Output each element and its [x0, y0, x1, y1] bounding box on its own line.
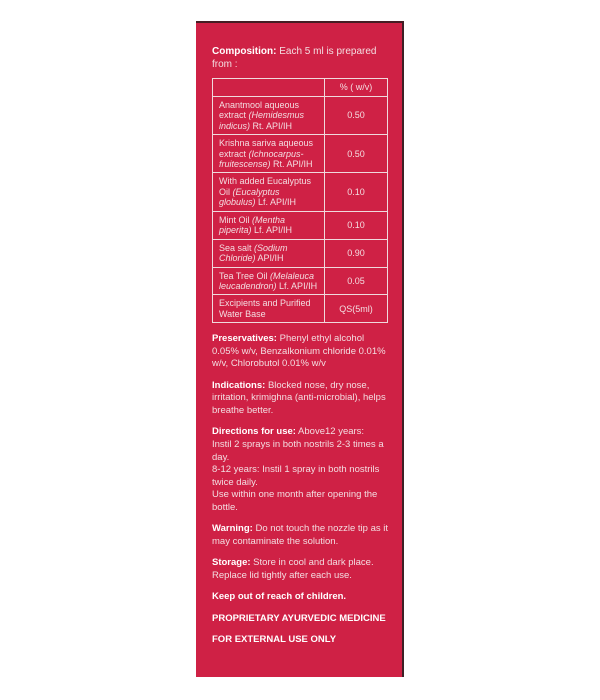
ingredient-header-cell — [213, 79, 325, 96]
composition-row — [213, 267, 388, 295]
ingredient-cell: Tea Tree Oil (Melaleuca leucadendron) Lf. API/IH — [213, 267, 325, 295]
composition-label: Composition: — [212, 46, 277, 57]
composition-row — [213, 135, 388, 173]
section-for-external-use-only: FOR EXTERNAL USE ONLY — [212, 634, 337, 646]
section-storage: Storage: Store in cool and dark place. Replace lid tightly after each use. — [212, 557, 374, 581]
section-directions-for-use: Directions for use: Above12 years: Instil 2 sprays in both nostrils 2-3 times a day. 8-12 years: Instil 1 spray in both nostrils twice daily. Use within one month after opening the bottle. — [212, 426, 384, 513]
composition-row — [213, 96, 388, 134]
percent-cell: 0.10 — [325, 211, 388, 239]
percent-cell: 0.90 — [325, 239, 388, 267]
section-keep-out-of-reach: Keep out of reach of children. — [212, 591, 347, 603]
section-preservatives: Preservatives: Phenyl ethyl alcohol 0.05% w/v, Benzalkonium chloride 0.01% w/v, Chlorobutol 0.01% w/v — [212, 333, 386, 370]
ingredient-cell: Sea salt (Sodium Chloride) API/IH — [213, 239, 325, 267]
ingredient-cell: With added Eucalyptus Oil (Eucalyptus globulus) Lf. API/IH — [213, 173, 325, 211]
label-sections — [212, 333, 388, 647]
composition-table-header-row — [213, 79, 388, 96]
section-indications: Indications: Blocked nose, dry nose, irritation, krimighna (anti-microbial), helps breathe better. — [212, 379, 386, 416]
percent-header-cell: % ( w/v) — [325, 79, 388, 96]
ingredient-cell: Anantmool aqueous extract (Hemidesmus indicus) Rt. API/IH — [213, 96, 325, 134]
ingredient-cell: Mint Oil (Mentha piperita) Lf. API/IH — [213, 211, 325, 239]
composition-row — [213, 295, 388, 323]
ingredient-cell: Excipients and Purified Water Base — [213, 295, 325, 323]
composition-heading-text: Each 5 ml is prepared from : — [212, 46, 377, 71]
composition-heading — [212, 45, 388, 71]
composition-table — [212, 78, 388, 323]
percent-cell: QS(5ml) — [325, 295, 388, 323]
percent-cell: 0.50 — [325, 135, 388, 173]
percent-cell: 0.50 — [325, 96, 388, 134]
carton-side-panel — [196, 21, 404, 677]
composition-row — [213, 173, 388, 211]
composition-row — [213, 211, 388, 239]
percent-cell: 0.05 — [325, 267, 388, 295]
composition-row — [213, 239, 388, 267]
panel-content — [196, 23, 402, 647]
percent-cell: 0.10 — [325, 173, 388, 211]
ingredient-cell: Krishna sariva aqueous extract (Ichnocarpus-fruitescense) Rt. API/IH — [213, 135, 325, 173]
section-proprietary-ayurvedic-medicine: PROPRIETARY AYURVEDIC MEDICINE — [212, 612, 386, 624]
section-warning: Warning: Do not touch the nozzle tip as it may contaminate the solution. — [212, 523, 389, 547]
